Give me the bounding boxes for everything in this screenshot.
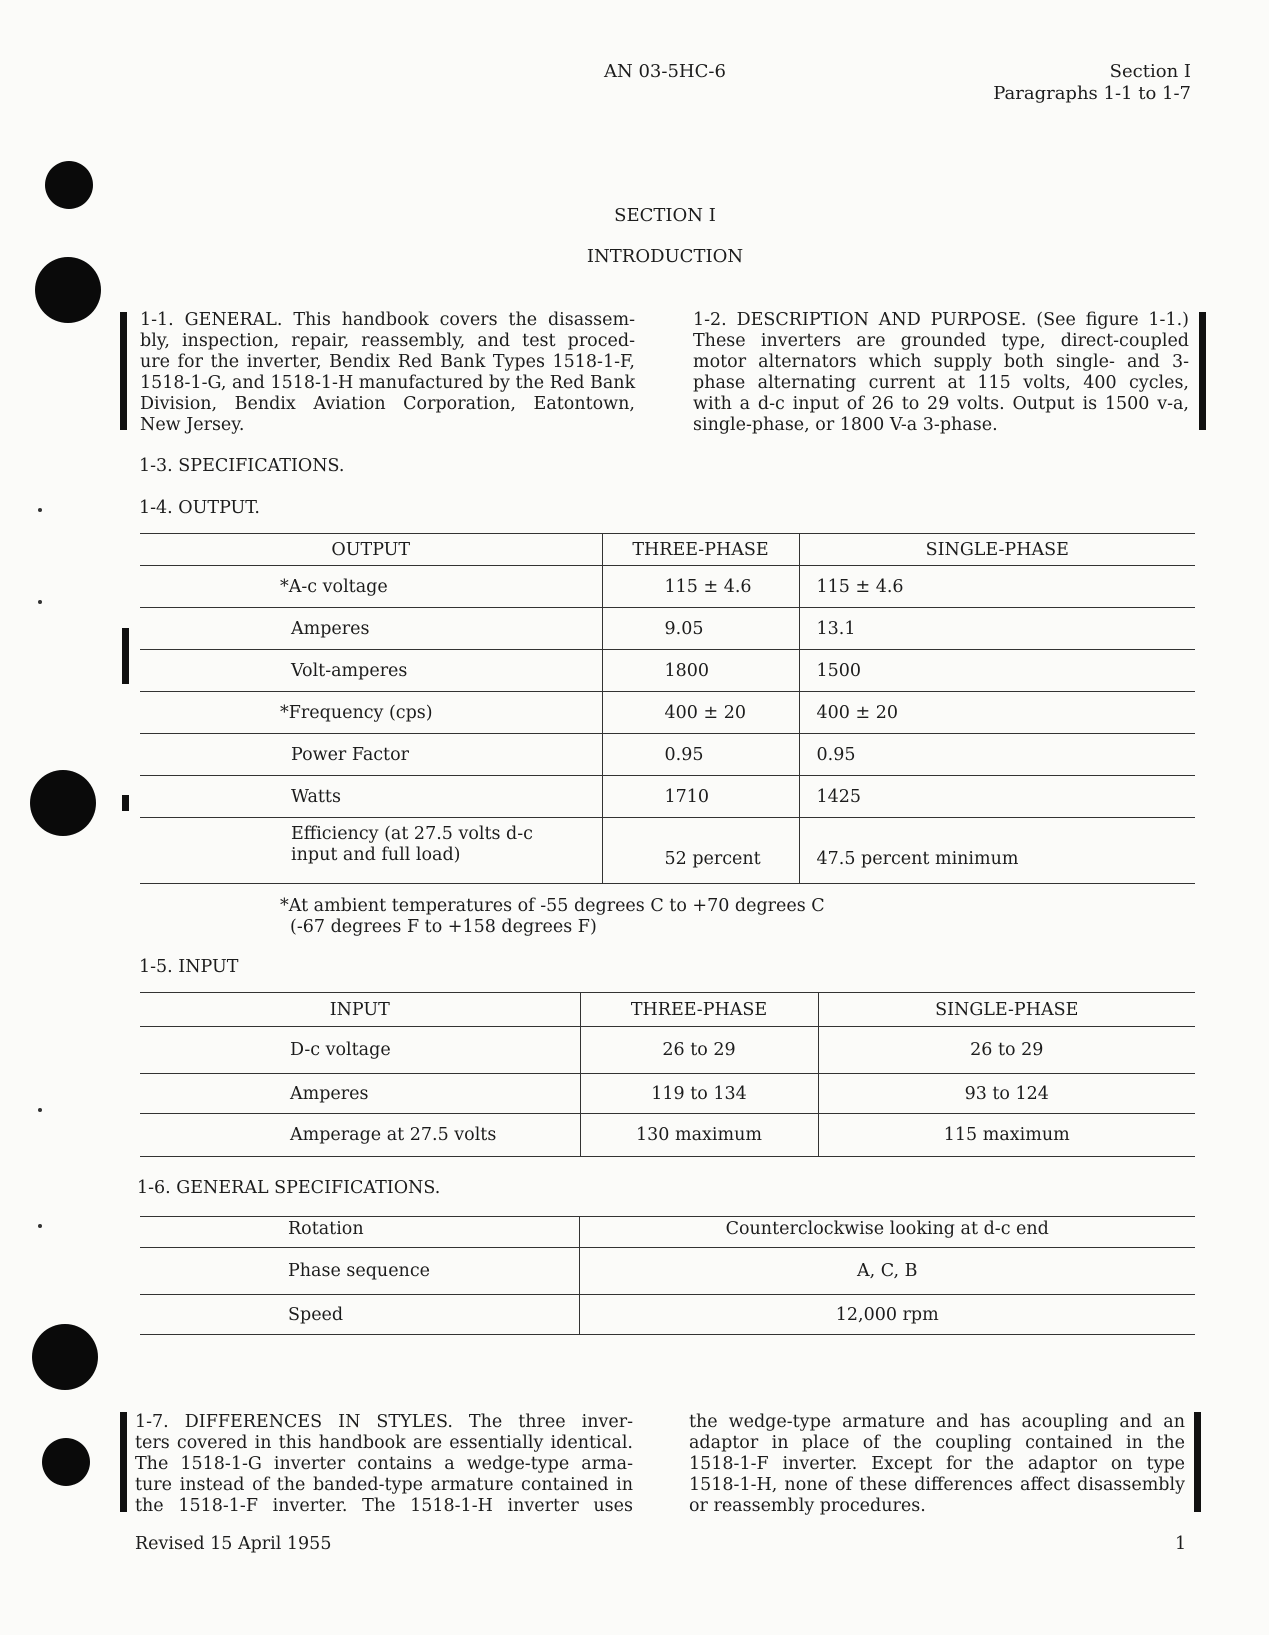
text-line: 1518-1-F inverter. Except for the adaptor on type (689, 1454, 1185, 1474)
row-label: Amperes (140, 1074, 580, 1114)
column-header: SINGLE-PHASE (925, 539, 1069, 560)
text-line: Division, Bendix Aviation Corporation, Eatontown, (140, 394, 635, 414)
heading-specifications: 1-3. SPECIFICATIONS. (139, 456, 345, 476)
column-header: SINGLE-PHASE (935, 999, 1079, 1020)
binder-hole-5 (42, 1438, 90, 1486)
cell: 400 ± 20 (816, 702, 898, 723)
binder-hole-1 (45, 161, 93, 209)
cell: 0.95 (602, 734, 799, 776)
table-row (140, 1217, 1195, 1248)
column-header: OUTPUT (140, 534, 602, 566)
cell: 13.1 (816, 618, 856, 639)
revision-bar (122, 795, 129, 811)
table-row (140, 650, 1195, 692)
table-row (140, 1295, 1195, 1335)
cell: 26 to 29 (580, 1027, 818, 1074)
doc-id: AN 03-5HC-6 (604, 61, 726, 82)
cell: 400 ± 20 (602, 692, 799, 734)
text-line: motor alternators which supply both single- and 3- (693, 352, 1189, 372)
row-label: D-c voltage (140, 1027, 580, 1074)
binder-hole-4 (32, 1324, 98, 1390)
text-line: 1-7. DIFFERENCES IN STYLES. The three inver- (135, 1412, 633, 1432)
text-line: single-phase, or 1800 V-a 3-phase. (693, 415, 998, 435)
output-table (140, 533, 1195, 884)
text-line: 1518-1-G, and 1518-1-H manufactured by the Red Bank (140, 373, 636, 393)
section-label: Section I (1109, 61, 1191, 82)
cell: 119 to 134 (580, 1074, 818, 1114)
text-line: ture instead of the banded-type armature contained in (135, 1475, 633, 1495)
cell: 26 to 29 (970, 1040, 1044, 1060)
row-label: *A-c voltage (140, 566, 602, 608)
table-footnote (280, 896, 825, 938)
section-title: SECTION I (614, 205, 716, 226)
table-row (140, 1248, 1195, 1295)
table-row (140, 692, 1195, 734)
text-line: 1518-1-H, none of these differences affect disassembly (689, 1475, 1185, 1495)
text-line: 1-1. GENERAL. This handbook covers the disassem- (140, 310, 635, 330)
text-line: phase alternating current at 115 volts, 400 cycles, (693, 373, 1189, 393)
paragraph-range: Paragraphs 1-1 to 1-7 (993, 83, 1191, 104)
cell: 1710 (602, 776, 799, 818)
cell: 1800 (602, 650, 799, 692)
binder-hole-3 (30, 770, 96, 836)
table-row (140, 566, 1195, 608)
table-row (140, 776, 1195, 818)
text-line: New Jersey. (140, 415, 245, 435)
table-row (140, 608, 1195, 650)
column-header: THREE-PHASE (602, 534, 799, 566)
row-label: Rotation (140, 1217, 579, 1248)
table-row (140, 1074, 1195, 1114)
row-label: Watts (140, 776, 602, 818)
cell: 52 percent (602, 818, 799, 884)
table-row (140, 1114, 1195, 1157)
text-line: ters covered in this handbook are essentially identical. (135, 1433, 633, 1453)
text-line: the 1518-1-F inverter. The 1518-1-H inverter uses (135, 1496, 633, 1516)
row-label: Amperes (140, 608, 602, 650)
cell: 115 ± 4.6 (816, 576, 904, 597)
text-line: The 1518-1-G inverter contains a wedge-type arma- (135, 1454, 633, 1474)
revision-bar (122, 628, 129, 684)
cell: 12,000 rpm (835, 1304, 939, 1325)
table-row (140, 1027, 1195, 1074)
table-row (140, 818, 1195, 884)
text-line: ure for the inverter, Bendix Red Bank Types 1518-1-F, (140, 352, 635, 372)
margin-dot (38, 600, 42, 604)
paragraph-1-7-right (689, 1412, 1185, 1517)
revision-bar (1199, 312, 1206, 430)
paragraph-1-1 (140, 310, 635, 436)
cell: 9.05 (602, 608, 799, 650)
revision-bar (1194, 1412, 1201, 1512)
input-table (140, 992, 1195, 1157)
general-specifications-table (140, 1216, 1195, 1335)
row-label: *Frequency (cps) (140, 692, 602, 734)
efficiency-label-line: input and full load) (291, 845, 461, 865)
paragraph-1-2 (693, 310, 1189, 436)
cell: Counterclockwise looking at d-c end (725, 1219, 1049, 1239)
cell: 115 maximum (943, 1125, 1070, 1145)
cell: 1425 (816, 786, 862, 807)
section-name: INTRODUCTION (586, 246, 744, 267)
revision-bar (120, 312, 127, 430)
page-number: 1 (1175, 1534, 1187, 1554)
margin-dot (38, 1108, 42, 1112)
text-line: or reassembly procedures. (689, 1496, 926, 1516)
cell: A, C, B (856, 1261, 918, 1281)
footnote-line: (-67 degrees F to +158 degrees F) (290, 917, 597, 937)
row-label: Volt-amperes (140, 650, 602, 692)
text-line: These inverters are grounded type, direct-coupled (693, 331, 1189, 351)
efficiency-label-line: Efficiency (at 27.5 volts d-c (291, 824, 533, 844)
heading-input: 1-5. INPUT (139, 957, 239, 977)
text-line: 1-2. DESCRIPTION AND PURPOSE. (See figure 1-1.) (693, 310, 1189, 330)
text-line: bly, inspection, repair, reassembly, and test proced- (140, 331, 635, 351)
heading-output: 1-4. OUTPUT. (139, 498, 260, 518)
cell: 115 ± 4.6 (602, 566, 799, 608)
revision-date: Revised 15 April 1955 (135, 1534, 332, 1554)
row-label: Phase sequence (140, 1248, 579, 1295)
cell: 0.95 (816, 744, 856, 765)
column-header: THREE-PHASE (580, 993, 818, 1027)
margin-dot (38, 508, 42, 512)
cell: 47.5 percent minimum (816, 849, 1019, 869)
column-header: INPUT (140, 993, 580, 1027)
footnote-line: *At ambient temperatures of -55 degrees C to +70 degrees C (280, 896, 825, 916)
row-label: Speed (140, 1295, 579, 1335)
text-line: the wedge-type armature and has acoupling and an (689, 1412, 1185, 1432)
paragraph-1-7-left (135, 1412, 633, 1517)
cell: 1500 (816, 660, 862, 681)
cell: 130 maximum (580, 1114, 818, 1157)
table-row (140, 734, 1195, 776)
margin-dot (38, 1224, 42, 1228)
row-label (140, 818, 602, 884)
heading-general-specifications: 1-6. GENERAL SPECIFICATIONS. (137, 1178, 441, 1198)
revision-bar (120, 1412, 127, 1512)
text-line: with a d-c input of 26 to 29 volts. Output is 1500 v-a, (693, 394, 1189, 414)
row-label: Power Factor (140, 734, 602, 776)
text-line: adaptor in place of the coupling contained in the (689, 1433, 1185, 1453)
cell: 93 to 124 (964, 1083, 1049, 1104)
row-label: Amperage at 27.5 volts (140, 1114, 580, 1157)
